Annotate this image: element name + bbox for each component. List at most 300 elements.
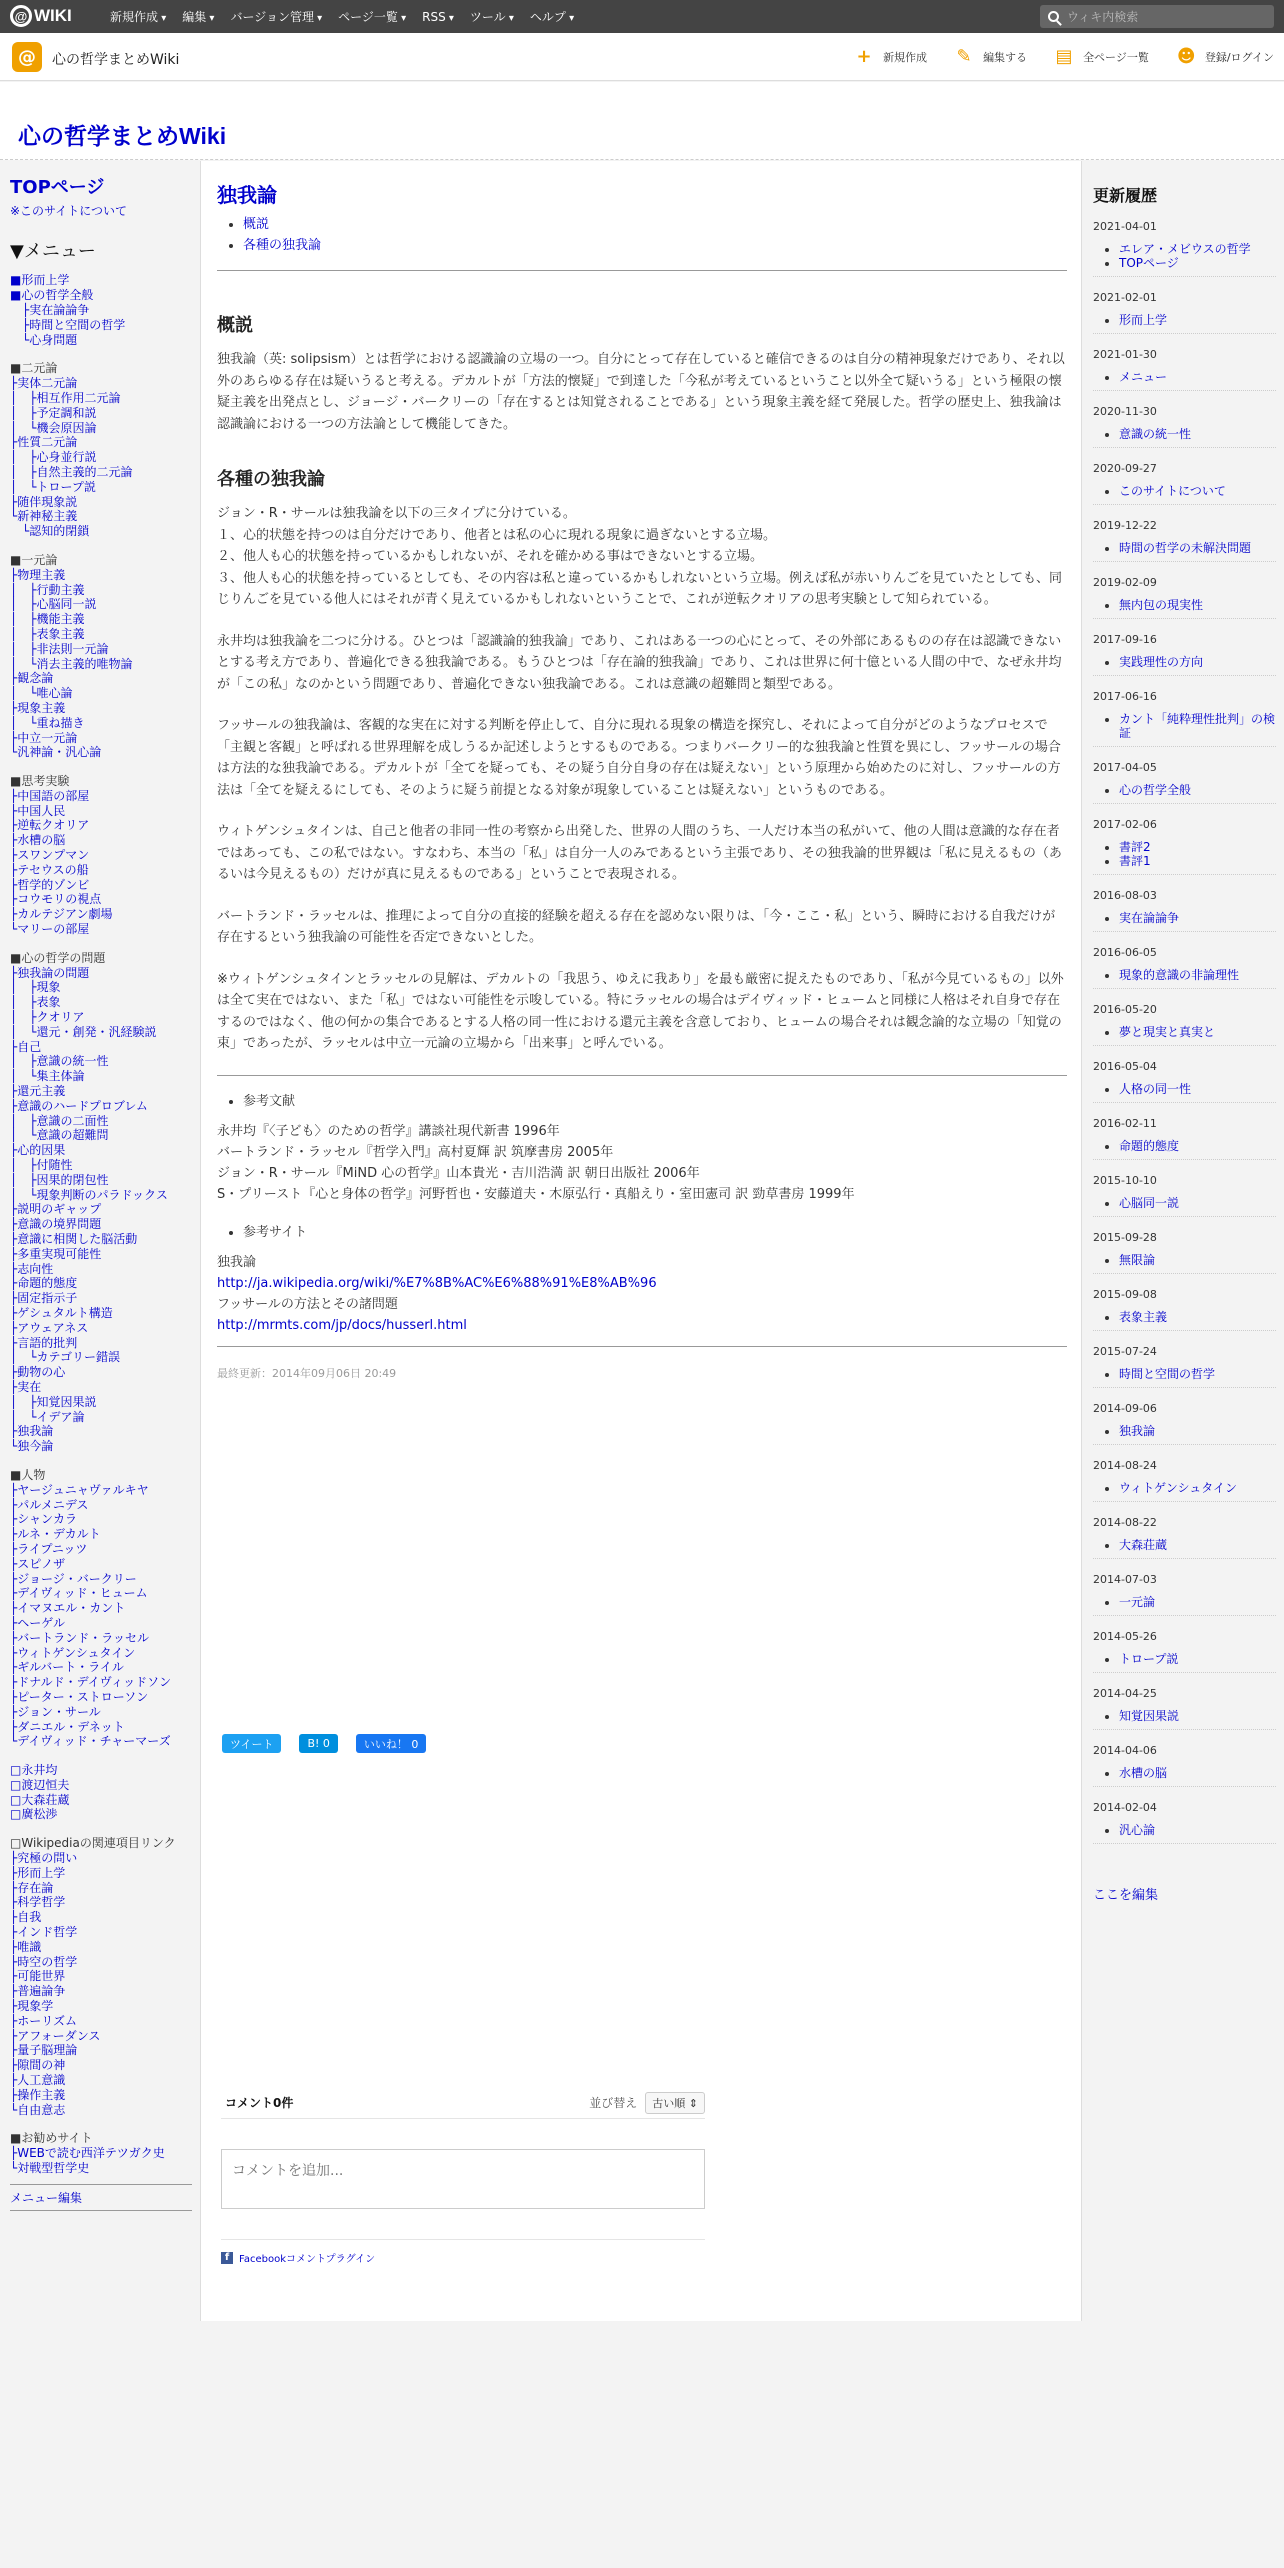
menu-link[interactable]: ■心の哲学全般 bbox=[10, 288, 94, 303]
top-page-link[interactable]: TOPページ bbox=[10, 177, 105, 198]
pencil-icon: ✎ bbox=[956, 46, 972, 67]
menu-link[interactable]: ├実体二元論 bbox=[10, 376, 78, 391]
history-link[interactable]: 書評2 bbox=[1119, 840, 1151, 854]
menu-group-heading: □Wikipediaの関連項目リンク bbox=[10, 1836, 176, 1851]
history-item bbox=[1119, 1538, 1276, 1552]
history-date: 2015-09-08 bbox=[1093, 1288, 1157, 1301]
section-heading: 各種の独我論 bbox=[217, 469, 325, 490]
history-list bbox=[1093, 1823, 1276, 1844]
menu-link[interactable]: ├スピノザ bbox=[10, 1556, 66, 1571]
toc-link[interactable]: 各種の独我論 bbox=[243, 238, 322, 253]
menu-group-heading: ■人物 bbox=[10, 1467, 46, 1482]
facebook-plugin-link[interactable]: Facebookコメントプラグイン bbox=[239, 2254, 376, 2265]
paragraph: バートランド・ラッセルは、推理によって自分の直接的経験を超える存在を認めない限りは、「今・ここ・私」という、瞬時における自我だけが存在するという独我論の可能性を否定できないとした。 bbox=[217, 908, 1056, 945]
history-date: 2015-07-24 bbox=[1093, 1345, 1157, 1358]
reference-list bbox=[217, 1121, 1067, 1205]
menu-group-heading: ■お勧めサイト bbox=[10, 2131, 93, 2146]
menu-link[interactable]: ├時間と空間の哲学 bbox=[10, 317, 126, 332]
menu-link[interactable]: ├唯識 bbox=[10, 1939, 42, 1954]
menu-heading: ▼メニュー bbox=[10, 240, 96, 262]
history-list bbox=[1093, 655, 1276, 676]
menu-group-heading: ■心の哲学の問題 bbox=[10, 950, 106, 965]
history-item bbox=[1119, 1823, 1276, 1837]
history-list bbox=[1093, 1196, 1276, 1217]
site-name[interactable]: 心の哲学まとめWiki bbox=[52, 52, 180, 68]
share-buttons bbox=[222, 1734, 444, 1753]
menu-link[interactable]: └自由意志 bbox=[10, 2102, 66, 2117]
menu-link[interactable]: □廣松渉 bbox=[10, 1807, 58, 1822]
menu-link[interactable]: │ └唯心論 bbox=[10, 686, 73, 701]
menu-link[interactable]: ├意識のハードプロブレム bbox=[10, 1098, 148, 1113]
site-link[interactable]: http://mrmts.com/jp/docs/husserl.html bbox=[217, 1317, 467, 1333]
menu-link[interactable]: ├実在論論争 bbox=[10, 302, 90, 317]
history-item bbox=[1119, 968, 1276, 982]
menu-link[interactable]: ├物理主義 bbox=[10, 567, 66, 582]
history-link[interactable]: 時間の哲学の未解決問題 bbox=[1119, 541, 1252, 555]
menu-link[interactable]: ├人工意識 bbox=[10, 2073, 66, 2088]
page-title[interactable]: 独我論 bbox=[217, 185, 277, 207]
history-date: 2014-09-06 bbox=[1093, 1402, 1157, 1415]
menu-group bbox=[10, 2131, 192, 2175]
site-list bbox=[217, 1252, 1067, 1336]
menu-link[interactable]: ├ギルバート・ライル bbox=[10, 1660, 124, 1675]
history-list bbox=[1093, 1595, 1276, 1616]
history-link[interactable]: 汎心論 bbox=[1119, 1823, 1156, 1837]
menu-group bbox=[10, 273, 192, 347]
wiki-logo[interactable] bbox=[10, 5, 72, 27]
table-of-contents bbox=[217, 214, 1067, 256]
history-link[interactable]: 表象主義 bbox=[1119, 1310, 1168, 1324]
menu-link[interactable]: │ └意識の超難問 bbox=[10, 1128, 109, 1143]
menu-link[interactable]: ├観念論 bbox=[10, 671, 54, 686]
menu-link[interactable]: ├哲学的ゾンビ bbox=[10, 877, 90, 892]
menu-link[interactable]: ├ライプニッツ bbox=[10, 1541, 88, 1556]
search-input[interactable] bbox=[1067, 10, 1257, 24]
menu-link[interactable]: │ └還元・創発・汎経験説 bbox=[10, 1024, 157, 1039]
top-menu-item[interactable]: ページ一覧 ▾ bbox=[338, 8, 406, 25]
hatena-button[interactable]: B! 0 bbox=[299, 1734, 337, 1753]
main-content bbox=[200, 161, 1082, 2321]
menu-link[interactable]: ├動物の心 bbox=[10, 1365, 66, 1380]
menu-link[interactable]: ├アウェアネス bbox=[10, 1320, 89, 1335]
paragraph: フッサールの独我論は、客観的な実在に対する判断を停止して、自分に現れる現象の構造を探究し、それによって自分がどのようなプロセスで「主観と客観」と呼ばれる世界理解を成しうるか記述しようとするものである。つまりバークリー的な独我論と性質を異にし、フッサールの場合は方法的な独我論である。デカルトが「全てを疑っても、その疑う自分自身の存在は疑えない」という原理から始めたのに対し、フッサールの方法は「全てを疑えるにしても、そのように疑う前提となる対象が現象していることは疑えない」というものである。 bbox=[217, 718, 1061, 798]
menu-link[interactable]: │ ├表象主義 bbox=[10, 626, 85, 641]
history-link[interactable]: TOPページ bbox=[1119, 256, 1179, 270]
history-item bbox=[1119, 712, 1276, 740]
menu-link[interactable]: ├ピーター・ストローソン bbox=[10, 1689, 149, 1704]
toc-link[interactable]: 概説 bbox=[243, 217, 270, 232]
history-list bbox=[1093, 427, 1276, 448]
last-updated: 最終更新：2014年09月06日 20:49 bbox=[217, 1366, 397, 1380]
menu-link[interactable]: ├独我論 bbox=[10, 1424, 54, 1439]
history-list bbox=[1093, 1652, 1276, 1673]
history-item bbox=[1119, 242, 1276, 256]
history-item bbox=[1119, 854, 1276, 868]
menu-link[interactable]: │ ├心身並行説 bbox=[10, 450, 97, 465]
menu-link[interactable]: │ ├意識の二面性 bbox=[10, 1113, 109, 1128]
menu-link[interactable]: │ ├非法則一元論 bbox=[10, 641, 109, 656]
search-icon bbox=[1048, 11, 1059, 22]
paragraph: ※ウィトゲンシュタインとラッセルの見解は、デカルトの「我思う、ゆえに我あり」を最も厳密に捉えたものであり、「私が今見ているもの」以外は全て実在ではない、また「私」ではない可能性を示唆している。特にラッセルの場合はデイヴィッド・ヒュームと同様に人格はそれ自身で存在するのではなく、他の何かの集合であるとする人格の同一性における還元主義を含意しており、ヒュームの場合それは観念論的な立場の「知覚の束」であったが、ラッセルは中立一元論の立場から「出来事」と呼んでいる。 bbox=[217, 971, 1064, 1051]
menu-link[interactable]: │ └機会原因論 bbox=[10, 420, 97, 435]
history-link[interactable]: 独我論 bbox=[1119, 1424, 1156, 1438]
history-date: 2021-01-30 bbox=[1093, 348, 1157, 361]
history-link[interactable]: 形而上学 bbox=[1119, 313, 1168, 327]
history-item bbox=[1119, 1481, 1276, 1495]
history-list bbox=[1093, 783, 1276, 804]
reference-item: 永井均『〈子ども〉のための哲学』講談社現代新書 1996年 bbox=[217, 1123, 560, 1139]
comments-section bbox=[221, 2091, 705, 2265]
history-date: 2015-10-10 bbox=[1093, 1174, 1157, 1187]
sort-label: 並び替え bbox=[589, 2096, 638, 2110]
at-logo-icon: @ bbox=[10, 5, 32, 27]
history-item bbox=[1119, 1082, 1276, 1096]
menu-link[interactable]: │ ├表象 bbox=[10, 995, 61, 1010]
history-link[interactable]: トロープ説 bbox=[1119, 1652, 1179, 1666]
menu-link[interactable]: □大森荘蔵 bbox=[10, 1792, 70, 1807]
menu-link[interactable]: │ └カテゴリー錯誤 bbox=[10, 1350, 120, 1365]
history-link[interactable]: 命題的態度 bbox=[1119, 1139, 1180, 1153]
history-item bbox=[1119, 370, 1276, 384]
menu-link[interactable]: ├水槽の脳 bbox=[10, 833, 66, 848]
history-list bbox=[1093, 1367, 1276, 1388]
top-menu-item[interactable]: ヘルプ ▾ bbox=[530, 8, 574, 25]
history-item bbox=[1119, 484, 1276, 498]
history-link[interactable]: 書評1 bbox=[1119, 854, 1151, 868]
right-edit-link[interactable]: ここを編集 bbox=[1093, 1888, 1159, 1903]
facebook-plugin bbox=[221, 2239, 705, 2265]
history-date: 2016-02-11 bbox=[1093, 1117, 1157, 1130]
history-link[interactable]: 夢と現実と真実と bbox=[1119, 1025, 1216, 1039]
menu-link[interactable]: │ └消去主義的唯物論 bbox=[10, 656, 133, 671]
refs-heading-list bbox=[217, 1090, 1067, 1109]
history-list bbox=[1093, 313, 1276, 334]
section-heading: 概説 bbox=[217, 315, 253, 336]
history-list bbox=[1093, 1310, 1276, 1331]
history-link[interactable]: 大森荘蔵 bbox=[1119, 1538, 1168, 1552]
history-link[interactable]: 無内包の現実性 bbox=[1119, 598, 1204, 612]
menu-link[interactable]: ├普遍論争 bbox=[10, 1984, 66, 1999]
top-menu-item[interactable]: 編集 ▾ bbox=[182, 8, 214, 25]
history-list bbox=[1093, 968, 1276, 989]
history-list bbox=[1093, 911, 1276, 932]
menu-link[interactable]: ├究極の問い bbox=[10, 1851, 78, 1866]
history-item bbox=[1119, 1652, 1276, 1666]
menu-link[interactable]: ├説明のギャップ bbox=[10, 1202, 102, 1217]
menu-link[interactable]: ├ウィトゲンシュタイン bbox=[10, 1645, 136, 1660]
menu-link[interactable]: └マリーの部屋 bbox=[10, 922, 90, 937]
menu-link[interactable]: ├中国人民 bbox=[10, 803, 66, 818]
site-label: 独我論 bbox=[217, 1254, 257, 1270]
menu-link[interactable]: ├存在論 bbox=[10, 1880, 54, 1895]
menu-link[interactable]: ├ヘーゲル bbox=[10, 1615, 65, 1630]
history-link[interactable]: 現象的意識の非論理性 bbox=[1119, 968, 1240, 982]
history-date: 2020-11-30 bbox=[1093, 405, 1157, 418]
history-item bbox=[1119, 655, 1276, 669]
menu-group bbox=[10, 361, 192, 539]
history-date: 2021-02-01 bbox=[1093, 291, 1157, 304]
history-link[interactable]: ウィトゲンシュタイン bbox=[1119, 1481, 1238, 1495]
menu-link[interactable]: │ ├現象 bbox=[10, 980, 61, 995]
history-item bbox=[1119, 427, 1276, 441]
menu-link[interactable]: └汎神論・汎心論 bbox=[10, 745, 102, 760]
menu-link[interactable]: ├自我 bbox=[10, 1910, 42, 1925]
comment-input[interactable] bbox=[221, 2149, 705, 2209]
menu-link[interactable]: ├ダニエル・デネット bbox=[10, 1719, 125, 1734]
menu-link[interactable]: ├量子脳理論 bbox=[10, 2043, 78, 2058]
menu-link[interactable]: ├テセウスの船 bbox=[10, 862, 89, 877]
history-date: 2016-08-03 bbox=[1093, 889, 1157, 902]
history-item bbox=[1119, 541, 1276, 555]
menu-link[interactable]: │ ├クオリア bbox=[10, 1010, 85, 1025]
history-list bbox=[1093, 1538, 1276, 1559]
menu-link[interactable]: ├多重実現可能性 bbox=[10, 1246, 102, 1261]
menu-link[interactable]: │ └集主体論 bbox=[10, 1069, 85, 1084]
login-button[interactable]: ☻ 登録/ログイン bbox=[1176, 46, 1274, 67]
history-date: 2019-02-09 bbox=[1093, 576, 1157, 589]
menu-link[interactable]: □渡辺恒夫 bbox=[10, 1777, 70, 1792]
history-item bbox=[1119, 783, 1276, 797]
menu-link[interactable]: ├バートランド・ラッセル bbox=[10, 1630, 149, 1645]
history-list bbox=[1093, 1082, 1276, 1103]
history-link[interactable]: 時間と空間の哲学 bbox=[1119, 1367, 1216, 1381]
menu-link[interactable]: ├可能世界 bbox=[10, 1969, 66, 1984]
history-link[interactable]: 無限論 bbox=[1119, 1253, 1156, 1267]
menu-link[interactable]: ├意識に相関した脳活動 bbox=[10, 1232, 138, 1246]
menu-link[interactable]: │ └トロープ説 bbox=[10, 479, 96, 494]
menu-link[interactable]: ├ドナルド・デイヴィッドソン bbox=[10, 1675, 172, 1690]
history-date: 2016-05-04 bbox=[1093, 1060, 1157, 1073]
menu-group-heading: ■二元論 bbox=[10, 361, 58, 376]
menu-link[interactable]: ├性質二元論 bbox=[10, 435, 78, 450]
menu-edit-link[interactable]: メニュー編集 bbox=[10, 2184, 192, 2211]
history-link[interactable]: 一元論 bbox=[1119, 1595, 1156, 1609]
history-link[interactable]: 意識の統一性 bbox=[1119, 427, 1192, 441]
menu-link[interactable]: □永井均 bbox=[10, 1763, 58, 1778]
site-logo-icon[interactable]: @ bbox=[12, 42, 42, 72]
refs-heading: • 参考文献 bbox=[243, 1090, 1067, 1109]
menu-link[interactable]: ├コウモリの視点 bbox=[10, 892, 102, 907]
menu-link[interactable]: │ ├相互作用二元論 bbox=[10, 390, 121, 405]
menu-link[interactable]: ├志向性 bbox=[10, 1261, 54, 1276]
new-page-button[interactable]: + 新規作成 bbox=[856, 46, 928, 67]
menu-link[interactable]: └デイヴィッド・チャーマーズ bbox=[10, 1734, 171, 1749]
history-date: 2014-08-22 bbox=[1093, 1516, 1157, 1529]
toc-item bbox=[243, 214, 1067, 235]
history-link[interactable]: 心の哲学全般 bbox=[1119, 783, 1192, 797]
menu-link[interactable]: ├インド哲学 bbox=[10, 1925, 78, 1940]
menu-link[interactable]: └認知的閉鎖 bbox=[10, 524, 90, 539]
menu-link[interactable]: ├随伴現象説 bbox=[10, 494, 78, 509]
history-list bbox=[1093, 1424, 1276, 1445]
menu-link[interactable]: ├独我論の問題 bbox=[10, 965, 90, 980]
menu-link[interactable]: ├中国語の部屋 bbox=[10, 788, 90, 803]
top-menu-item[interactable]: バージョン管理 ▾ bbox=[230, 8, 322, 25]
add-user-icon: ☻ bbox=[1176, 46, 1196, 67]
menu-link[interactable]: ├自己 bbox=[10, 1039, 42, 1054]
sites-heading: • 参考サイト bbox=[243, 1221, 1067, 1240]
menu-link[interactable]: ├実在 bbox=[10, 1379, 42, 1394]
history-list bbox=[1093, 370, 1276, 391]
history-date: 2014-07-03 bbox=[1093, 1573, 1157, 1586]
wiki-search[interactable] bbox=[1040, 5, 1274, 28]
top-menu-item[interactable]: 新規作成 ▾ bbox=[110, 8, 166, 25]
history-list bbox=[1093, 1139, 1276, 1160]
menu-link[interactable]: ├現象主義 bbox=[10, 700, 66, 715]
history-date: 2016-06-05 bbox=[1093, 946, 1157, 959]
menu-group bbox=[10, 774, 192, 937]
history-list bbox=[1093, 1766, 1276, 1787]
history-date: 2014-05-26 bbox=[1093, 1630, 1157, 1643]
menu-link[interactable]: ├デイヴィッド・ヒューム bbox=[10, 1586, 148, 1601]
menu-link[interactable]: ├カルテジアン劇場 bbox=[10, 907, 113, 922]
site-actions bbox=[827, 33, 1274, 81]
history-date: 2015-09-28 bbox=[1093, 1231, 1157, 1244]
history-date: 2014-02-04 bbox=[1093, 1801, 1157, 1814]
history-item bbox=[1119, 1367, 1276, 1381]
history-item bbox=[1119, 1709, 1276, 1723]
menu-link[interactable]: └独今論 bbox=[10, 1439, 54, 1454]
history-link[interactable]: カント「純粋理性批判」の検証 bbox=[1119, 712, 1276, 740]
history-link[interactable]: 実在論論争 bbox=[1119, 911, 1180, 925]
history-list bbox=[1093, 1709, 1276, 1730]
menu-link[interactable]: ├スワンプマン bbox=[10, 848, 90, 863]
menu-link[interactable]: │ ├行動主義 bbox=[10, 582, 85, 597]
menu-link[interactable]: ├シャンカラ bbox=[10, 1512, 77, 1527]
history-link[interactable]: 心脳同一説 bbox=[1119, 1196, 1180, 1210]
menu-link[interactable]: │ ├付随性 bbox=[10, 1158, 73, 1173]
menu-link[interactable]: ├時空の哲学 bbox=[10, 1954, 78, 1969]
left-sidebar bbox=[0, 161, 200, 2321]
history-list bbox=[1093, 598, 1276, 619]
menu-link[interactable]: │ ├因果的閉包性 bbox=[10, 1172, 109, 1187]
menu-link[interactable]: ├命題的態度 bbox=[10, 1276, 78, 1291]
menu-link[interactable]: ├科学哲学 bbox=[10, 1895, 66, 1910]
history-date: 2014-08-24 bbox=[1093, 1459, 1157, 1472]
reference-item: バートランド・ラッセル『哲学入門』高村夏輝 訳 筑摩書房 2005年 bbox=[217, 1144, 614, 1160]
menu-group bbox=[10, 1763, 192, 1822]
history-date: 2014-04-06 bbox=[1093, 1744, 1157, 1757]
toc-item bbox=[243, 235, 1067, 256]
menu-link[interactable]: │ └イデア論 bbox=[10, 1409, 85, 1424]
facebook-icon: f bbox=[221, 2252, 233, 2264]
history-item bbox=[1119, 1424, 1276, 1438]
menu-link[interactable]: ├ゲシュタルト構造 bbox=[10, 1305, 113, 1320]
like-button[interactable]: いいね！ 0 bbox=[356, 1734, 427, 1753]
all-pages-button[interactable]: ▤ 全ページ一覧 bbox=[1055, 46, 1149, 67]
sites-heading-list bbox=[217, 1221, 1067, 1240]
menu-link[interactable]: │ ├意識の統一性 bbox=[10, 1054, 109, 1069]
history-link[interactable]: 実践理性の方向 bbox=[1119, 655, 1204, 669]
divider bbox=[217, 1075, 1067, 1076]
reference-item: ジョン・R・サール『MiND 心の哲学』山本貴光・吉川浩満 訳 朝日出版社 2006年 bbox=[217, 1165, 700, 1181]
menu-link[interactable]: ├アフォーダンス bbox=[10, 2028, 101, 2043]
menu-link[interactable]: ├パルメニデス bbox=[10, 1497, 89, 1512]
history-item bbox=[1119, 1196, 1276, 1210]
history-link[interactable]: 知覚因果説 bbox=[1119, 1709, 1180, 1723]
menu-link[interactable]: ├中立一元論 bbox=[10, 730, 78, 745]
menu-link[interactable]: ├ヤージュニャヴァルキヤ bbox=[10, 1482, 149, 1497]
menu-link[interactable]: ├ルネ・デカルト bbox=[10, 1527, 101, 1542]
menu-link[interactable]: ├形而上学 bbox=[10, 1865, 66, 1880]
history-list bbox=[1093, 484, 1276, 505]
menu-link[interactable]: └心身問題 bbox=[10, 332, 78, 347]
paragraph: ジョン・R・サールは独我論を以下の三タイプに分けている。 １、心的状態を持つのは自分だけであり、他者とは私の心に現れる現象に過ぎないとする立場。 ２、他人も心的状態を持っているかもしれないが、それを確かめる事はできないとする立場。 ３、他人も心的状態を持っているとしても、その内容は私と違っているかもしれないという立場。例えば私が赤いりんごを見ていたとしても、同じりんごを見ている他人にはそれが青く見えているかもしれないということで、これが逆転クオリアの思考実験として知られている。 bbox=[217, 506, 1063, 607]
history-list bbox=[1093, 541, 1276, 562]
history-date: 2021-04-01 bbox=[1093, 220, 1157, 233]
menu-link[interactable]: ├ジョージ・バークリー bbox=[10, 1571, 137, 1586]
site-link[interactable]: http://ja.wikipedia.org/wiki/%E7%8B%AC%E6%88%91%E8%AB%96 bbox=[217, 1275, 657, 1291]
menu-link[interactable]: │ ├予定調和説 bbox=[10, 405, 97, 420]
history-item bbox=[1119, 313, 1276, 327]
menu-link[interactable]: ├意識の境界問題 bbox=[10, 1217, 102, 1232]
history-link[interactable]: このサイトについて bbox=[1119, 484, 1226, 498]
history-item bbox=[1119, 256, 1276, 270]
menu-link[interactable]: │ ├心脳同一説 bbox=[10, 597, 97, 612]
menu-link[interactable]: ├イマヌエル・カント bbox=[10, 1601, 126, 1616]
menu-link[interactable]: ├現象学 bbox=[10, 1999, 54, 2014]
menu-link[interactable]: ├還元主義 bbox=[10, 1084, 66, 1099]
history-date: 2017-09-16 bbox=[1093, 633, 1157, 646]
history-link[interactable]: メニュー bbox=[1119, 370, 1168, 384]
menu-link[interactable]: │ └現象判断のパラドックス bbox=[10, 1187, 168, 1202]
menu-link[interactable]: ├言語的批判 bbox=[10, 1335, 78, 1350]
tweet-button[interactable]: ツイート bbox=[222, 1734, 281, 1753]
history-link[interactable]: 人格の同一性 bbox=[1119, 1082, 1192, 1096]
history-item bbox=[1119, 911, 1276, 925]
menu-link[interactable]: ├逆転クオリア bbox=[10, 818, 90, 833]
comment-count: コメント0件 bbox=[225, 2096, 294, 2110]
history-date: 2017-04-05 bbox=[1093, 761, 1157, 774]
top-menu-item[interactable]: ツール ▾ bbox=[470, 8, 514, 25]
history-list bbox=[1093, 712, 1276, 747]
menu-link[interactable]: │ └重ね描き bbox=[10, 715, 85, 730]
history-item bbox=[1119, 1025, 1276, 1039]
top-menu bbox=[110, 0, 590, 33]
menu-link[interactable]: │ ├自然主義的二元論 bbox=[10, 464, 133, 479]
menu-group-heading: ■一元論 bbox=[10, 552, 58, 567]
history-item bbox=[1119, 840, 1276, 854]
menu-link[interactable]: ├ジョン・サール bbox=[10, 1704, 101, 1719]
menu-link[interactable]: │ ├知覚因果説 bbox=[10, 1394, 97, 1409]
paragraph: ウィトゲンシュタインは、自己と他者の非同一性の考察から出発した、世界の人間のうち、一人だけ本当の私がいて、他の人間は意識的な存在者ではあっても、この私ではない。すなわち、本当の「私」は自分一人のみであるという主張であり、その独我論的世界観は「私に見えるもの（あるいは今見えるもの）だけが真に見えるものである」ということで表現される。 bbox=[217, 824, 1062, 882]
divider bbox=[217, 270, 1067, 271]
menu-groups bbox=[10, 273, 192, 2175]
site-title[interactable]: 心の哲学まとめWiki bbox=[18, 123, 227, 149]
menu-link[interactable]: ├隙間の神 bbox=[10, 2058, 66, 2073]
sort-select[interactable]: 古い順 ⇕ bbox=[645, 2092, 705, 2114]
history-date: 2017-02-06 bbox=[1093, 818, 1157, 831]
menu-link[interactable]: ├操作主義 bbox=[10, 2087, 66, 2102]
site-header bbox=[0, 82, 1284, 160]
menu-link[interactable]: ├心的因果 bbox=[10, 1143, 66, 1158]
history-link[interactable]: エレア・メビウスの哲学 bbox=[1119, 242, 1251, 256]
history-link[interactable]: 水槽の脳 bbox=[1119, 1766, 1168, 1780]
menu-link[interactable]: └新神秘主義 bbox=[10, 509, 78, 524]
menu-link[interactable]: ■形而上学 bbox=[10, 273, 70, 288]
menu-link[interactable]: ├ホーリズム bbox=[10, 2013, 77, 2028]
history-date: 2016-05-20 bbox=[1093, 1003, 1157, 1016]
menu-group bbox=[10, 1836, 192, 2117]
menu-link[interactable]: ├WEBで読む西洋テツガク史 bbox=[10, 2146, 165, 2161]
top-menu-item[interactable]: RSS ▾ bbox=[422, 10, 454, 24]
menu-link[interactable]: └対戦型哲学史 bbox=[10, 2161, 90, 2176]
menu-link[interactable]: ├固定指示子 bbox=[10, 1291, 78, 1306]
history-date: 2017-06-16 bbox=[1093, 690, 1157, 703]
menu-link[interactable]: │ ├機能主義 bbox=[10, 612, 85, 627]
about-link[interactable]: ※このサイトについて bbox=[10, 203, 127, 218]
edit-page-button[interactable]: ✎ 編集する bbox=[956, 46, 1028, 67]
